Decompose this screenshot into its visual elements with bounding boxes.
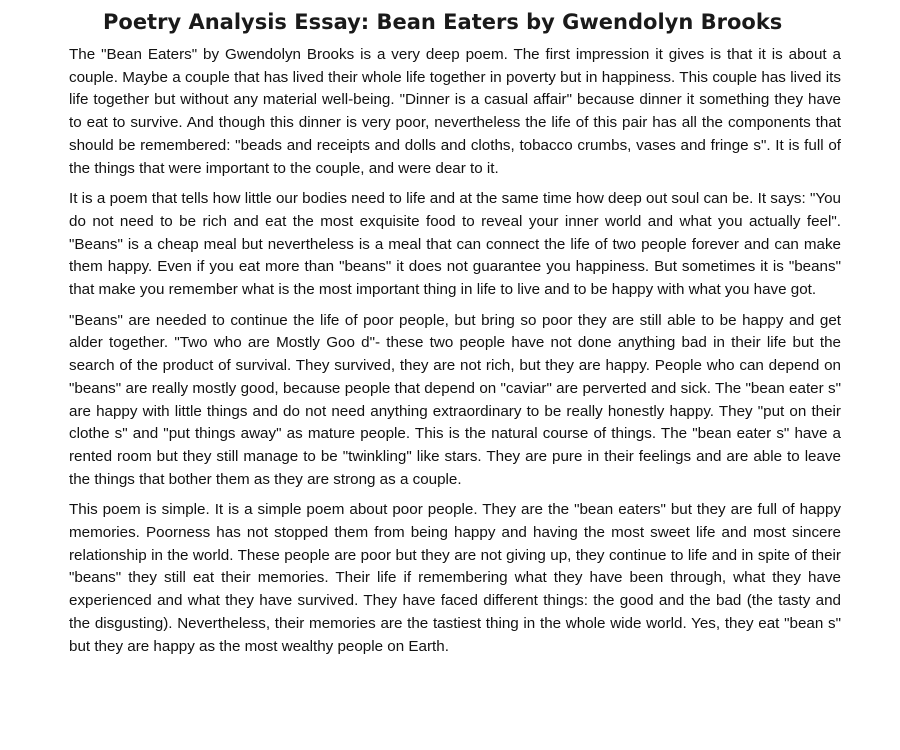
essay-title: Poetry Analysis Essay: Bean Eaters by Gwendolyn Brooks <box>103 10 783 34</box>
essay-paragraph-1: The "Bean Eaters" by Gwendolyn Brooks is a very deep poem. The first impression it gives is that it is about a couple. Maybe a couple that has lived their whole life together in poverty but in happiness. This couple has lived its life together but without any material well-being. "Dinner is a casual affair" because dinner it something they have to eat to survive. And though this dinner is very poor, nevertheless the life of this pair has all the components that should be remembered: "beads and receipts and dolls and cloths, tobacco crumbs, vases and fringe s". It is full of the things that were important to the couple, and were dear to it. <box>69 46 841 177</box>
essay-body <box>69 44 841 658</box>
essay-paragraph-4: This poem is simple. It is a simple poem about poor people. They are the "bean eaters" but they are full of happy memories. Poorness has not stopped them from being happy and having the most sweet life and most sincere relationship in the world. These people are poor but they are not giving up, they continue to life and in spite of their "beans" they still eat their memories. Their life if remembering what they have been through, what they have experienced and what they have survived. They have faced different things: the good and the bad (the tasty and the disgusting). Nevertheless, their memories are the tastiest thing in the whole wide world. Yes, they eat "bean s" but they are happy as the most wealthy people on Earth. <box>69 501 841 655</box>
essay-paragraph-2: It is a poem that tells how little our bodies need to life and at the same time how deep out soul can be. It says: "You do not need to be rich and eat the most exquisite food to reveal your inner world and what you actually feel". "Beans" is a cheap meal but nevertheless is a meal that can connect the life of two people forever and can make them happy. Even if you eat more than "beans" it does not guarantee you happiness. But sometimes it is "beans" that make you remember what is the most important thing in life to live and to be happy with what you have got. <box>69 190 841 299</box>
essay-paragraph-3: "Beans" are needed to continue the life of poor people, but bring so poor they are still able to be happy and get alder together. "Two who are Mostly Goo d"- these two people have not done anything bad in their life but the search of the product of survival. They survived, they are not rich, but they are happy. People who can depend on "beans" are really mostly good, because people that depend on "caviar" are perverted and sick. The "bean eater s" are happy with little things and do not need anything extraordinary to be really honestly happy. They "put on their clothe s" and "put things away" as mature people. This is the natural course of things. The "bean eater s" have a rented room but they still manage to be "twinkling" like stars. They are pure in their feelings and are able to leave the things that bother them as they are strong as a couple. <box>69 311 841 488</box>
